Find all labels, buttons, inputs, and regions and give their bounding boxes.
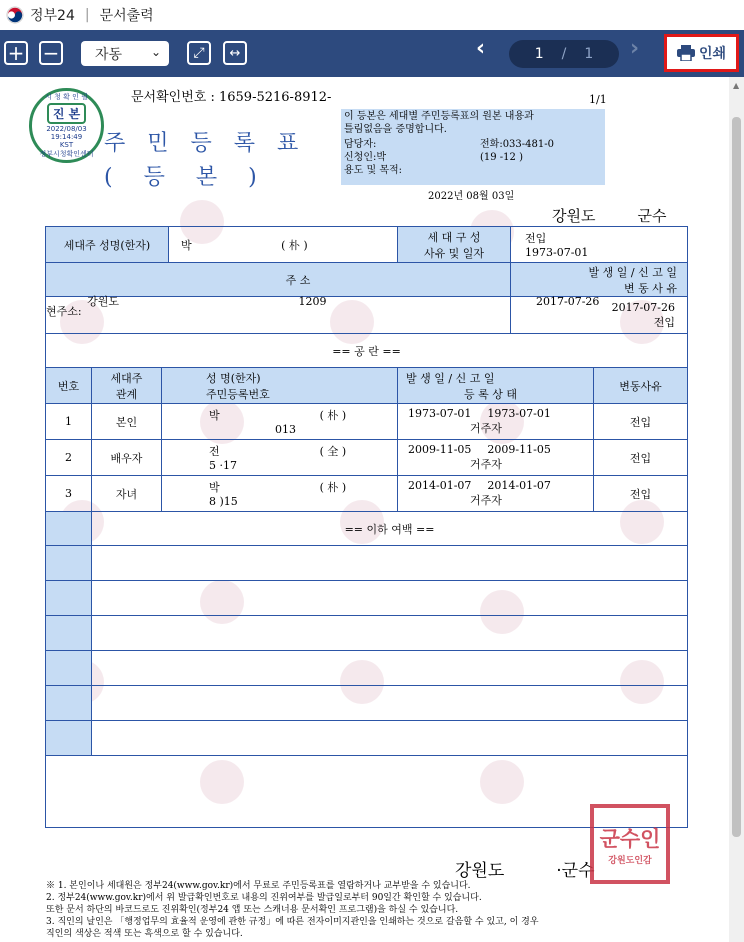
members-relation-header2: 관계 [115, 387, 138, 401]
document-title: 주민등록표 [104, 131, 321, 156]
notice-line1: 이 등본은 세대별 주민등록표의 원본 내용과 [344, 111, 534, 122]
member-name: 전 [209, 445, 220, 458]
members-date-header2: 등 록 상 태 [464, 387, 517, 401]
window-title: 문서출력 [99, 8, 154, 24]
member-status: 거주자 [470, 494, 502, 507]
document-number: 문서확인번호 : 1659-5216-8912- [131, 90, 332, 105]
current-address-label: 현주소: [46, 305, 82, 318]
fit-page-button[interactable] [187, 41, 211, 65]
member-reason: 전입 [594, 440, 688, 476]
members-no-header: 번호 [46, 368, 92, 404]
members-table [45, 367, 688, 828]
member-hanja: ( 朴 ) [319, 409, 347, 422]
member-report: 2009-11-05 [487, 443, 551, 456]
member-relation: 자녀 [92, 476, 162, 512]
contact-label: 담당자: [344, 139, 377, 150]
notice-line2: 틀림없음을 증명합니다. [344, 124, 447, 135]
office-title: 군수 [637, 207, 667, 225]
member-date-cell [398, 476, 594, 512]
page-indicator [509, 40, 619, 68]
composition-reason: 전입 [525, 232, 547, 245]
head-name: 박 [181, 238, 192, 252]
member-name: 박 [209, 409, 220, 422]
app-title: 정부24 [30, 8, 75, 24]
chevron-right-icon: › [630, 36, 640, 61]
footnote-3: 또한 문서 하단의 바코드로도 진위확인(정부24 앱 또는 스캐너용 문서확인 프로그램)을 하실 수 있습니다. [46, 905, 459, 915]
signer-province: 강원도 [455, 861, 505, 881]
scroll-up-icon[interactable]: ▲ [733, 81, 740, 90]
government-logo-icon [6, 6, 24, 24]
member-rrn: 5 ·17 [209, 459, 237, 472]
member-date-cell [398, 440, 594, 476]
member-name-cell [162, 476, 398, 512]
member-relation: 본인 [92, 404, 162, 440]
member-reason: 전입 [594, 404, 688, 440]
head-label: 세대주 성명(한자) [46, 227, 169, 263]
member-name-cell [162, 440, 398, 476]
applicant-label: 신청인:박 [344, 152, 387, 163]
member-name: 박 [209, 481, 220, 494]
member-no: 1 [46, 404, 92, 440]
member-reason: 전입 [594, 476, 688, 512]
member-rrn: 8 )15 [209, 495, 238, 508]
certification-stamp [29, 88, 104, 163]
seal-line1: 군수인 [599, 826, 661, 851]
page-separator: / [561, 46, 567, 62]
title-separator: | [84, 7, 90, 23]
table-row [46, 476, 688, 512]
address-report-date: 2017-07-26 [611, 300, 675, 314]
print-label: 인쇄 [698, 46, 727, 62]
members-name-header [162, 368, 398, 404]
head-hanja: ( 朴 ) [281, 238, 308, 252]
office-province: 강원도 [552, 207, 596, 225]
prev-page-button[interactable] [476, 36, 485, 61]
page-total: 1 [584, 46, 594, 62]
address-date-header2: 변 동 사 유 [624, 281, 677, 295]
page-number: 1/1 [589, 93, 607, 106]
member-occur: 2014-01-07 [408, 479, 472, 492]
stamp-bottom: 정부시청확인센터 [39, 150, 94, 158]
printer-icon [677, 45, 695, 61]
member-date-cell [398, 404, 594, 440]
seal-line2: 강원도인감 [608, 855, 652, 866]
footnote-5: 직인의 색상은 적색 또는 흑색으로 할 수 있습니다. [46, 929, 243, 939]
footnote-2: 2. 정부24(www.gov.kr)에서 위 발급확인번호로 내용의 진위여부를 발급일로부터 90일간 확인할 수 있습니다. [46, 893, 482, 903]
member-report: 1973-07-01 [487, 407, 551, 420]
members-name-header1: 성 명(한자) [206, 371, 261, 385]
current-address-number: 1209 [298, 295, 327, 308]
footnote-1: ※ 1. 본인이나 세대원은 정부24(www.gov.kr)에서 무료로 주민등록표를 열람하거나 교부받을 수 있습니다. [46, 881, 471, 891]
members-reason-header: 변동사유 [594, 368, 688, 404]
fit-width-button[interactable] [223, 41, 247, 65]
stamp-tz: KST [59, 141, 74, 149]
members-date-header [398, 368, 594, 404]
footnote-4: 3. 직인의 날인은 「행정업무의 효율적 운영에 관한 규정」에 따른 전자이미지관인을 인쇄하는 것으로 갈음할 수 있고, 이 경우 [46, 917, 539, 927]
member-status: 거주자 [470, 458, 502, 471]
composition-label-cell [398, 227, 511, 263]
title-bar [0, 0, 744, 30]
issue-date: 2022년 08월 03일 [428, 191, 515, 202]
table-row [46, 440, 688, 476]
member-no: 2 [46, 440, 92, 476]
signer-title: ·군수 [556, 861, 595, 881]
member-occur: 1973-07-01 [408, 407, 472, 420]
composition-date: 1973-07-01 [525, 246, 589, 259]
member-name-cell [162, 404, 398, 440]
member-hanja: ( 朴 ) [319, 481, 347, 494]
resident-registration-table [45, 226, 688, 368]
footnotes [46, 880, 539, 940]
zoom-select[interactable] [81, 41, 169, 66]
member-status: 거주자 [470, 422, 502, 435]
composition-label1: 세 대 구 성 [427, 230, 481, 244]
member-hanja: ( 全 ) [319, 445, 347, 458]
address-date-header [511, 263, 688, 297]
print-button[interactable] [664, 34, 739, 72]
members-relation-header [92, 368, 162, 404]
chevron-left-icon: ‹ [476, 36, 486, 61]
composition-value-cell [511, 227, 688, 263]
official-seal [590, 804, 670, 884]
scrollbar-thumb[interactable] [732, 117, 741, 837]
address-occur-date: 2017-07-26 [535, 295, 600, 308]
certification-notice [341, 109, 605, 185]
purpose-label: 용도 및 목적: [344, 165, 403, 176]
current-address: 강원도 [87, 295, 119, 308]
fit-width-icon: ↔ [229, 45, 241, 61]
member-report: 2014-01-07 [487, 479, 551, 492]
stamp-main: 진 본 [47, 103, 86, 124]
fit-page-icon: ⤢ [193, 45, 205, 61]
member-rrn: 013 [275, 423, 296, 436]
stamp-date: 2022/08/03 [46, 125, 87, 133]
address-header: 주 소 [46, 263, 511, 297]
stamp-top: 시 청 확 인 필 [45, 93, 88, 101]
zoom-out-button[interactable] [39, 41, 63, 65]
end-marker: == 이하 여백 == [92, 512, 688, 546]
chevron-down-icon: ⌄ [150, 45, 161, 59]
member-relation: 배우자 [92, 440, 162, 476]
zoom-select-value: 자동 [95, 46, 123, 63]
minus-icon: − [42, 41, 60, 65]
members-name-header2: 주민등록번호 [206, 387, 270, 401]
members-date-header1: 발 생 일 / 신 고 일 [406, 371, 495, 385]
head-name-cell [169, 227, 398, 263]
phone-label: 전화:033-481-0 [480, 139, 554, 150]
member-occur: 2009-11-05 [408, 443, 472, 456]
stamp-time: 19:14:49 [50, 133, 83, 141]
signer [455, 856, 595, 881]
members-relation-header1: 세대주 [110, 371, 143, 385]
document-subtitle: ( 등 본 ) [104, 165, 269, 190]
plus-icon: + [7, 41, 25, 65]
vertical-scrollbar[interactable] [729, 77, 744, 942]
zoom-in-button[interactable] [4, 41, 28, 65]
current-address-cell [46, 295, 600, 334]
table-row [46, 404, 688, 440]
address-date-header1: 발 생 일 / 신 고 일 [588, 265, 677, 279]
composition-label2: 사유 및 일자 [423, 246, 485, 260]
member-no: 3 [46, 476, 92, 512]
address-reason: 전입 [653, 315, 675, 329]
issuing-office [552, 205, 666, 226]
applicant-id: (19 -12 ) [480, 152, 523, 163]
page-current-input[interactable]: 1 [534, 46, 544, 62]
next-page-button[interactable] [630, 36, 639, 61]
blank-marker: == 공 란 == [46, 334, 688, 368]
